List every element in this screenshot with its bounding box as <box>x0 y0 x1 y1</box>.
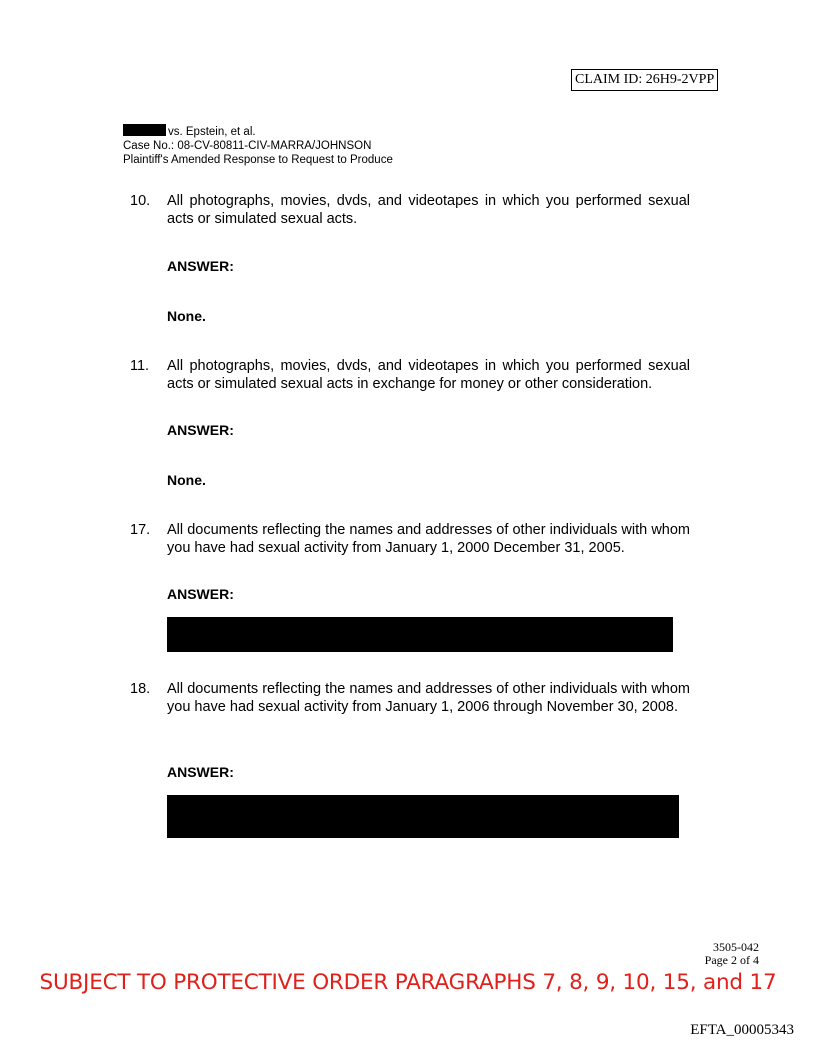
caption-party: vs. Epstein, et al. <box>168 126 256 138</box>
page-number: 2 <box>404 816 412 831</box>
caption-line-2: Case No.: 08-CV-80811-CIV-MARRA/JOHNSON <box>123 140 372 152</box>
claim-id: CLAIM ID: 26H9-2VPP <box>571 69 718 91</box>
caption-line-3: Plaintiff's Amended Response to Request to Produce <box>123 154 393 166</box>
item-text: All photographs, movies, dvds, and videotapes in which you performed sexual acts or simulated sexual acts in exchange for money or other consideration. <box>167 358 690 392</box>
item-text: All documents reflecting the names and addresses of other individuals with whom you have had sexual activity from January 1, 2006 through November 30, 2008. <box>167 681 690 715</box>
page-of: Page 2 of 4 <box>704 953 759 967</box>
answer-label: ANSWER: <box>167 258 234 274</box>
redaction-block <box>123 124 166 136</box>
item-number: 11. <box>130 358 150 374</box>
caption-line-1 <box>123 124 393 139</box>
ref-code: 3505-042 <box>713 940 759 954</box>
bates-number: EFTA_00005343 <box>690 1022 794 1038</box>
request-item-17 <box>130 521 690 557</box>
request-item-10 <box>130 192 690 228</box>
answer-label: ANSWER: <box>167 586 234 602</box>
protective-order-notice: SUBJECT TO PROTECTIVE ORDER PARAGRAPHS 7, 8, 9, 10, 15, and 17 <box>39 970 777 995</box>
item-text: All photographs, movies, dvds, and videotapes in which you performed sexual acts or simulated sexual acts. <box>167 193 690 227</box>
item-text: All documents reflecting the names and addresses of other individuals with whom you have had sexual activity from January 1, 2000 December 31, 2005. <box>167 522 690 556</box>
request-item-11 <box>130 357 690 393</box>
request-item-18 <box>130 680 690 716</box>
answer-label: ANSWER: <box>167 422 234 438</box>
document-reference <box>705 941 759 967</box>
item-number: 10. <box>130 193 151 209</box>
answer-text: None. <box>167 472 206 488</box>
case-caption <box>123 124 393 167</box>
answer-label: ANSWER: <box>167 764 234 780</box>
item-number: 18. <box>130 681 151 697</box>
redaction-bar <box>167 617 673 652</box>
answer-text: None. <box>167 308 206 324</box>
item-number: 17. <box>130 522 151 538</box>
